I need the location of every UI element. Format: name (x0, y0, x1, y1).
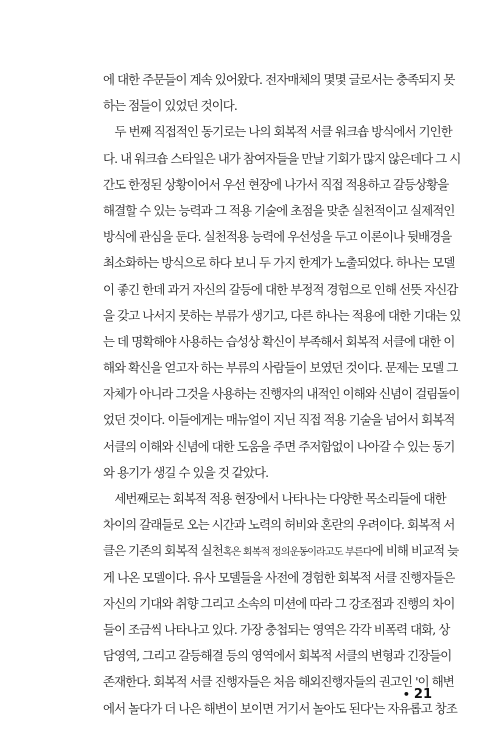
bullet-icon: • (402, 688, 410, 701)
text-line: 에서 놀다가 더 나은 해변이 보이면 거기서 놀아도 된다'는 자유롭고 창조 (103, 700, 457, 716)
text-line: 자신의 기대와 취향 그리고 소속의 미션에 따라 그 강조점과 진행의 차이 (103, 595, 455, 611)
text-line: 존재한다. 회복적 서클 진행자들은 처음 해외진행자들의 권고인 '이 해변 (103, 674, 454, 690)
aside-note: 혹은 회복적 정의운동이라고도 부른다 (222, 547, 372, 559)
text-line: 해결할 수 있는 능력과 그 적용 기술에 초점을 맞춘 실천적이고 실제적인 (103, 202, 455, 218)
text-line: 을 갖고 나서지 못하는 부류가 생기고, 다른 하나는 적용에 대한 기대는 있 (103, 307, 461, 323)
page-footer (403, 687, 432, 702)
text-line: 두 번째 직접적인 동기로는 나의 회복적 서클 워크숍 방식에서 기인한 (103, 124, 452, 140)
text-line: 해와 확신을 얻고자 하는 부류의 사람들이 보였던 것이다. 문제는 모델 그 (103, 360, 458, 376)
text-line: 차이의 갈래들로 오는 시간과 노력의 허비와 혼란의 우려이다. 회복적 서 (103, 517, 455, 533)
text-fragment: 에 비해 비교적 늦 (371, 543, 459, 559)
text-line: 는 데 명확해야 사용하는 습성상 확신이 부족해서 회복적 서클에 대한 이 (103, 333, 455, 349)
text-line: 세번째로는 회복적 적용 현장에서 나타나는 다양한 목소리들에 대한 (103, 491, 446, 506)
text-line-with-aside (103, 538, 459, 564)
text-line: 간도 한정된 상황이어서 우선 현장에 나가서 직접 적용하고 갈등상황을 (103, 176, 449, 192)
text-line: 자체가 아니라 그것을 사용하는 진행자의 내적인 이해와 신념이 걸림돌이 (103, 386, 460, 402)
text-line: 다. 내 워크숍 스타일은 내가 참여자들을 만날 기회가 많지 않은데다 그 시 (103, 150, 461, 166)
text-fragment: 클은 기존의 회복적 실천 (103, 543, 223, 559)
text-line: 와 용기가 생길 수 있을 것 같았다. (103, 464, 269, 480)
text-line: 들이 조금씩 나타나고 있다. 가장 충첩되는 영역은 각각 비폭력 대화, 상 (103, 621, 450, 637)
text-line: 방식에 관심을 둔다. 실천적용 능력에 우선성을 두고 이론이나 뒷배경을 (103, 229, 452, 245)
text-line: 담영역, 그리고 갈등해결 등의 영역에서 회복적 서클의 변형과 긴장들이 (103, 648, 452, 664)
text-line: 에 대한 주문들이 계속 있어왔다. 전자매체의 몇몇 글로서는 충족되지 못 (103, 72, 455, 87)
page-number: 21 (413, 687, 432, 702)
text-line: 었던 것이다. 이들에게는 매뉴얼이 지닌 직접 적용 기술을 넘어서 회복적 (103, 412, 455, 428)
text-line: 최소화하는 방식으로 하다 보니 두 가지 한계가 노출되었다. 하나는 모델 (103, 255, 455, 271)
text-line: 게 나온 모델이다. 유사 모델들을 사전에 경험한 회복적 서클 진행자들은 (103, 569, 455, 585)
text-line: 하는 점들이 있었던 것이다. (103, 98, 237, 114)
text-line: 서클의 이해와 신념에 대한 도움을 주면 주저함없이 나아갈 수 있는 동기 (103, 438, 455, 454)
text-line: 이 좋긴 한데 과거 자신의 갈등에 대한 부정적 경험으로 인해 선뜻 자신감 (103, 281, 458, 297)
body-text (103, 67, 461, 722)
